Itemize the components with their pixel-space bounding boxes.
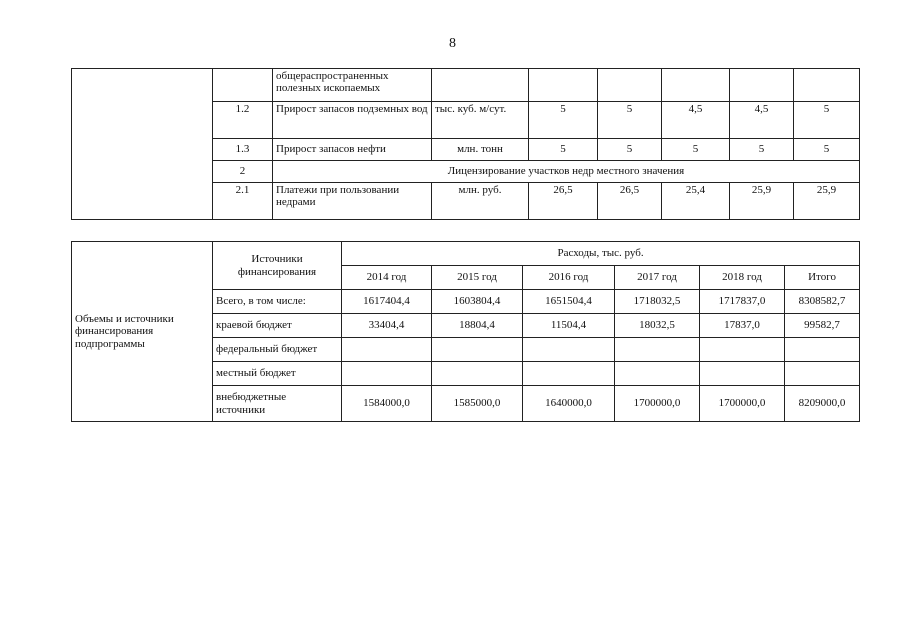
value-cell: 18804,4 — [432, 314, 523, 338]
indicator-name: Прирост запасов нефти — [273, 139, 432, 161]
value-cell: 25,9 — [794, 183, 860, 220]
value-cell — [342, 338, 432, 362]
sources-header: Источники финансирования — [213, 242, 342, 290]
value-cell: 33404,4 — [342, 314, 432, 338]
value-cell: 4,5 — [730, 102, 794, 139]
value-cell: 18032,5 — [615, 314, 700, 338]
value-cell: 1700000,0 — [700, 386, 785, 422]
indicator-name: Прирост запасов подземных вод — [273, 102, 432, 139]
indicator-name: Платежи при пользовании недрами — [273, 183, 432, 220]
value-cell — [529, 69, 598, 102]
value-cell: 26,5 — [598, 183, 662, 220]
value-cell: 5 — [598, 102, 662, 139]
value-cell — [523, 338, 615, 362]
value-cell: 11504,4 — [523, 314, 615, 338]
source-label: федеральный бюджет — [213, 338, 342, 362]
value-cell — [794, 69, 860, 102]
source-label: Всего, в том числе: — [213, 290, 342, 314]
value-cell — [615, 362, 700, 386]
value-cell: 4,5 — [662, 102, 730, 139]
value-cell — [342, 362, 432, 386]
page-number: 8 — [449, 36, 456, 51]
row-number: 1.2 — [213, 102, 273, 139]
unit-cell: млн. руб. — [432, 183, 529, 220]
row-number: 2.1 — [213, 183, 273, 220]
value-cell — [432, 362, 523, 386]
indicator-name: общераспространенных полезных ископаемых — [273, 69, 432, 102]
financing-label: Объемы и источники финансирования подпрограммы — [72, 242, 213, 422]
year-header: 2017 год — [615, 266, 700, 290]
value-cell — [615, 338, 700, 362]
value-cell: 1718032,5 — [615, 290, 700, 314]
indicators-table — [71, 68, 860, 220]
value-cell: 1584000,0 — [342, 386, 432, 422]
value-cell: 5 — [730, 139, 794, 161]
value-cell: 5 — [598, 139, 662, 161]
value-cell: 5 — [662, 139, 730, 161]
value-cell: 1585000,0 — [432, 386, 523, 422]
source-label: краевой бюджет — [213, 314, 342, 338]
row-number: 1.3 — [213, 139, 273, 161]
year-header: 2014 год — [342, 266, 432, 290]
value-cell: 1651504,4 — [523, 290, 615, 314]
value-cell — [730, 69, 794, 102]
value-cell: 1700000,0 — [615, 386, 700, 422]
value-cell: 8209000,0 — [785, 386, 860, 422]
value-cell — [662, 69, 730, 102]
value-cell: 99582,7 — [785, 314, 860, 338]
unit-cell: тыс. куб. м/сут. — [432, 102, 529, 139]
unit-cell — [432, 69, 529, 102]
row-number: 2 — [213, 161, 273, 183]
unit-cell: млн. тонн — [432, 139, 529, 161]
table-row — [72, 242, 860, 266]
source-label: внебюджетные источники — [213, 386, 342, 422]
value-cell: 8308582,7 — [785, 290, 860, 314]
value-cell: 5 — [529, 139, 598, 161]
year-header: 2018 год — [700, 266, 785, 290]
blank-left-cell — [72, 69, 213, 220]
section-heading: Лицензирование участков недр местного значения — [273, 161, 860, 183]
table-row — [72, 69, 860, 102]
value-cell: 25,9 — [730, 183, 794, 220]
value-cell: 1603804,4 — [432, 290, 523, 314]
source-label: местный бюджет — [213, 362, 342, 386]
value-cell: 5 — [794, 139, 860, 161]
value-cell: 1717837,0 — [700, 290, 785, 314]
value-cell: 26,5 — [529, 183, 598, 220]
value-cell — [432, 338, 523, 362]
year-header: 2015 год — [432, 266, 523, 290]
value-cell: 17837,0 — [700, 314, 785, 338]
value-cell — [700, 338, 785, 362]
value-cell — [785, 362, 860, 386]
value-cell: 25,4 — [662, 183, 730, 220]
value-cell: 5 — [794, 102, 860, 139]
year-header: 2016 год — [523, 266, 615, 290]
value-cell — [785, 338, 860, 362]
value-cell — [700, 362, 785, 386]
expenses-header: Расходы, тыс. руб. — [342, 242, 860, 266]
financing-table — [71, 241, 860, 422]
value-cell: 1617404,4 — [342, 290, 432, 314]
value-cell: 5 — [529, 102, 598, 139]
value-cell — [598, 69, 662, 102]
value-cell: 1640000,0 — [523, 386, 615, 422]
value-cell — [523, 362, 615, 386]
row-number — [213, 69, 273, 102]
total-header: Итого — [785, 266, 860, 290]
